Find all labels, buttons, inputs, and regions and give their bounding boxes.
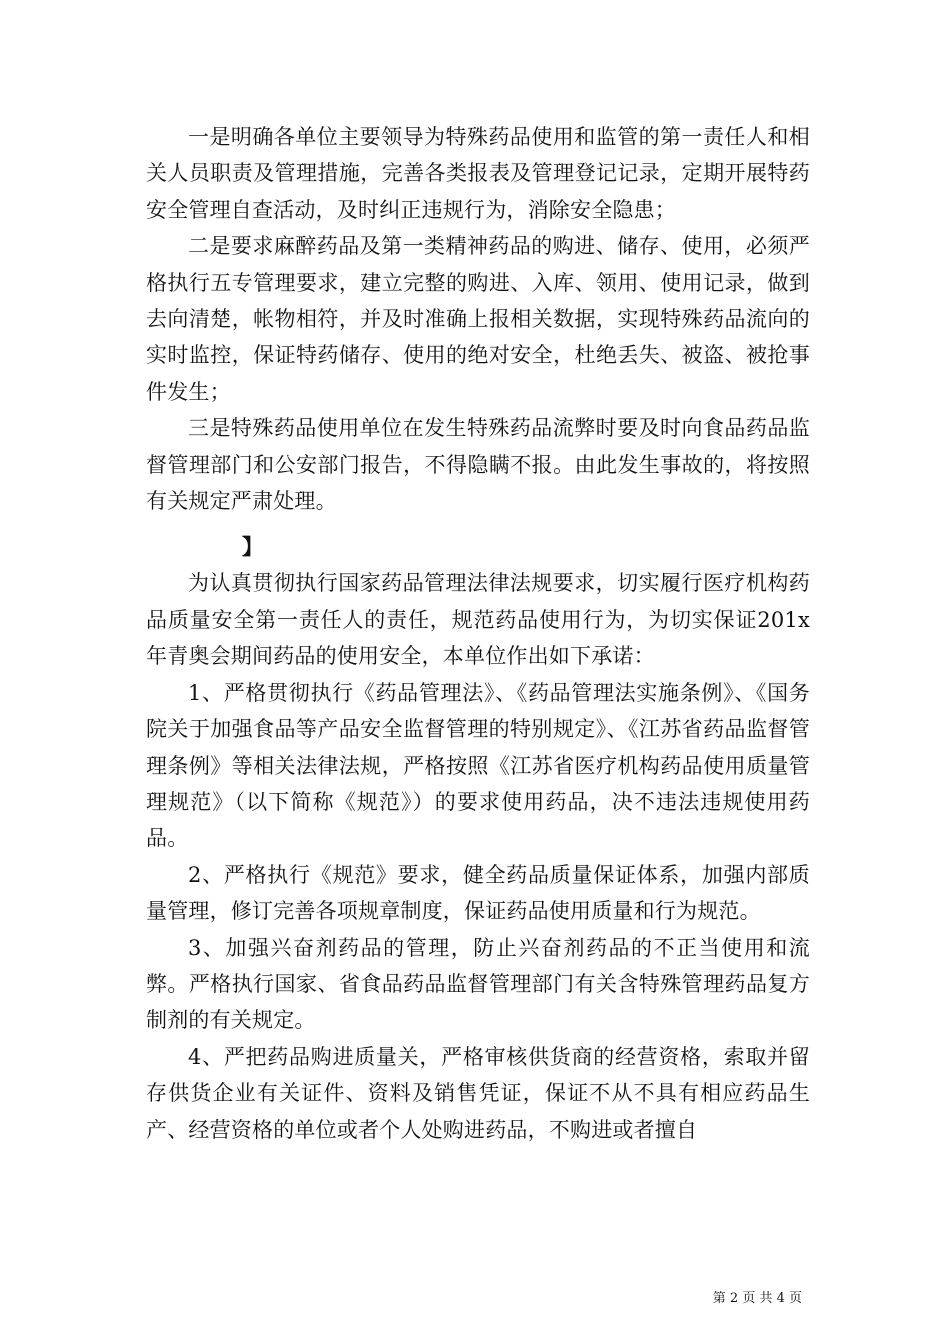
page-number-footer: 第 2 页 共 4 页 <box>712 1291 802 1306</box>
paragraph-commitment-1: 1、严格贯彻执行《药品管理法》、《药品管理法实施条例》、《国务院关于加强食品等产品安全监督管理的特别规定》、《江苏省药品监督管理条例》等相关法律法规，严格按照《江苏省医疗机构药品使用质量管理规范》（以下简称《规范》）的要求使用药品，决不违法违规使用药品。 <box>146 680 810 851</box>
paragraph-incident-reporting: 三是特殊药品使用单位在发生特殊药品流弊时要及时向食品药品监督管理部门和公安部门报告，不得隐瞒不报。由此发生事故的，将按照有关规定严肃处理。 <box>146 416 810 514</box>
paragraph-commitment-2: 2、严格执行《规范》要求，健全药品质量保证体系，加强内部质量管理，修订完善各项规章制度，保证药品使用质量和行为规范。 <box>146 862 810 924</box>
paragraph-commitment-3: 3、加强兴奋剂药品的管理，防止兴奋剂药品的不正当使用和流弊。严格执行国家、省食品药品监督管理部门有关含特殊管理药品复方制剂的有关规定。 <box>146 935 810 1033</box>
section-bracket: 】 <box>242 534 263 560</box>
document-body <box>146 119 810 1148</box>
paragraph-commitment-4: 4、严把药品购进质量关，严格审核供货商的经营资格，索取并留存供货企业有关证件、资料及销售凭证，保证不从不具有相应药品生产、经营资格的单位或者个人处购进药品，不购进或者擅自 <box>146 1044 810 1142</box>
paragraph-first-responsibility: 一是明确各单位主要领导为特殊药品使用和监管的第一责任人和相关人员职责及管理措施，完善各类报表及管理登记记录，定期开展特药安全管理自查活动，及时纠正违规行为，消除安全隐患； <box>146 125 810 222</box>
paragraph-anesthetic-management: 二是要求麻醉药品及第一类精神药品的购进、储存、使用，必须严格执行五专管理要求，建立完整的购进、入库、领用、使用记录，做到去向清楚，帐物相符，并及时准确上报相关数据，实现特殊药品流向的实时监控，保证特药储存、使用的绝对安全，杜绝丢失、被盗、被抢事件发生； <box>146 234 810 404</box>
paragraph-commitment-intro: 为认真贯彻执行国家药品管理法律法规要求，切实履行医疗机构药品质量安全第一责任人的责任，规范药品使用行为，为切实保证201x年青奥会期间药品的使用安全，本单位作出如下承诺： <box>146 571 810 669</box>
